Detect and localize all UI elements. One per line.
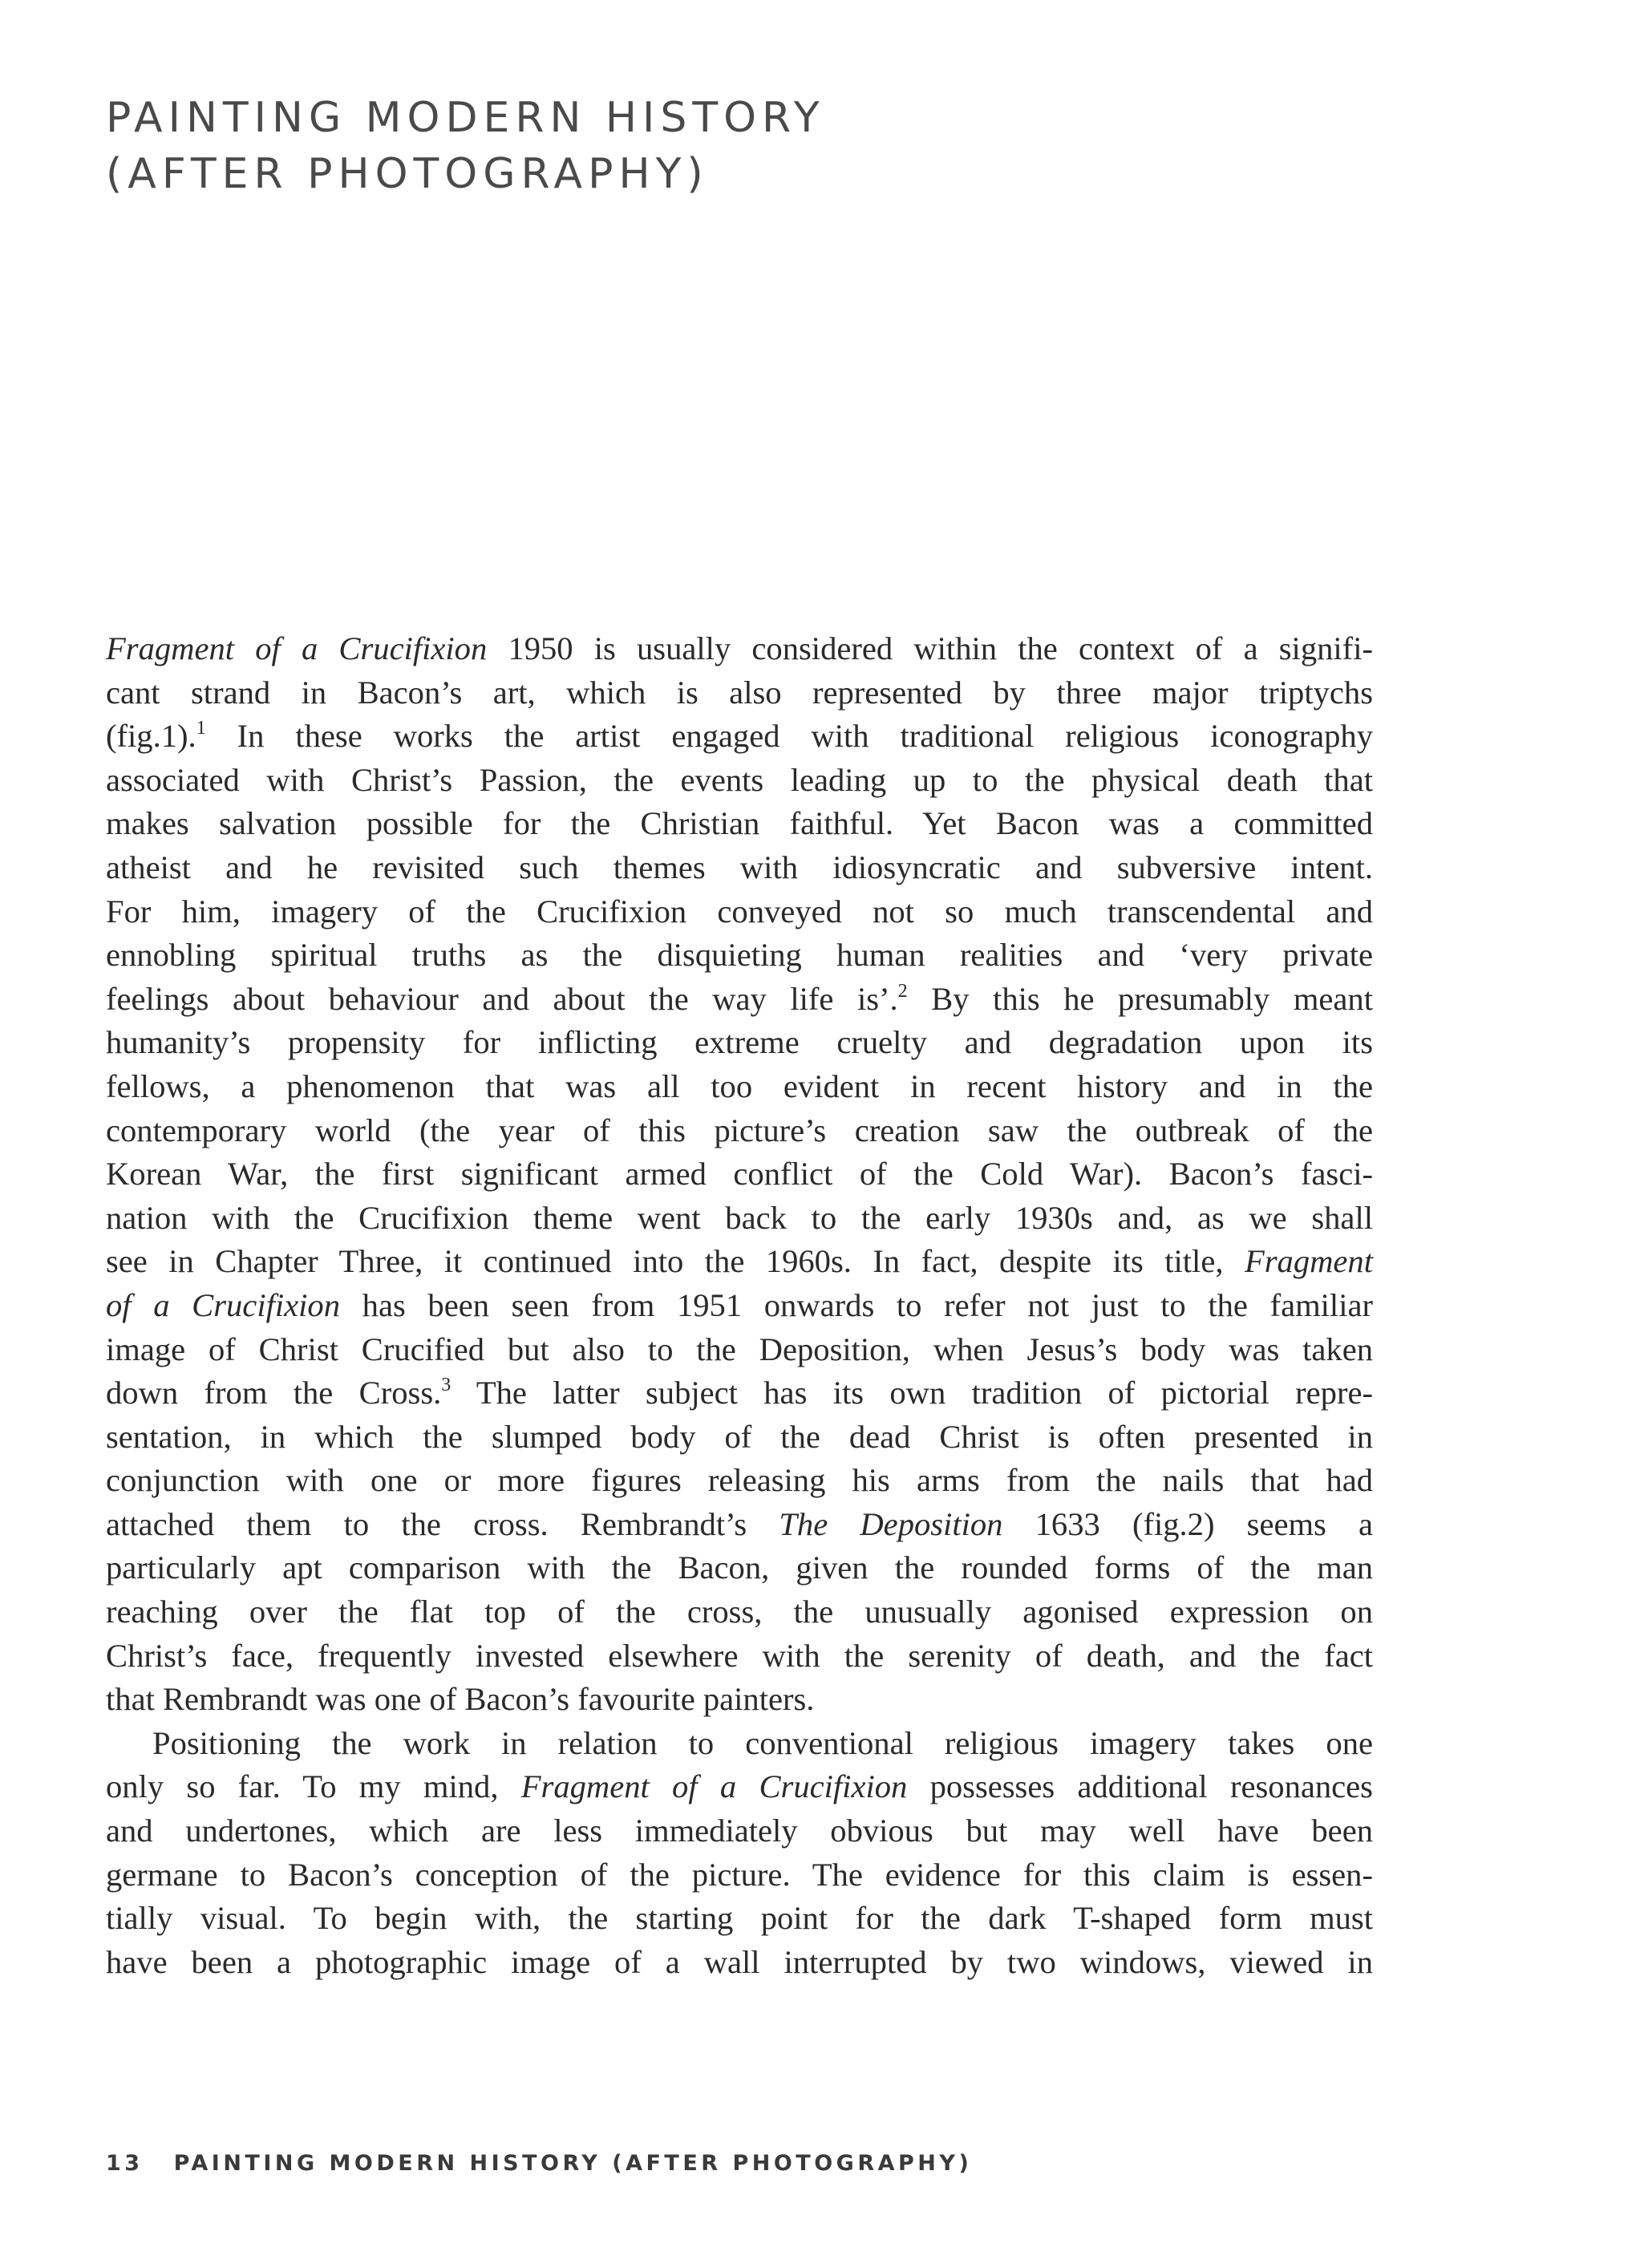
footnote-ref: 3	[441, 1375, 451, 1396]
text-line: cant strand in Bacon’s art, which is also represented by three major triptychs	[106, 674, 1373, 711]
text-line: tially visual. To begin with, the starting point for the dark T-shaped form must	[106, 1900, 1373, 1937]
text-line	[106, 1240, 1373, 1284]
chapter-title	[106, 90, 1309, 202]
text-line: have been a photographic image of a wall interrupted by two windows, viewed in	[106, 1943, 1373, 1980]
text-line: associated with Christ’s Passion, the events leading up to the physical death that	[106, 761, 1373, 798]
text-run: feelings about behaviour and about the way life is’.	[106, 980, 898, 1017]
text-line: makes salvation possible for the Christian faithful. Yet Bacon was a committed	[106, 805, 1373, 842]
text-line	[106, 1284, 1373, 1328]
text-line	[106, 715, 1373, 759]
text-line: sentation, in which the slumped body of the dead Christ is often presented in	[106, 1418, 1373, 1455]
text-line: fellows, a phenomenon that was all too evident in recent history and in the	[106, 1067, 1373, 1104]
page-number: 13	[106, 2151, 144, 2176]
text-line: Christ’s face, frequently invested elsewhere with the serenity of death, and the fact	[106, 1637, 1373, 1674]
text-line: germane to Bacon’s conception of the picture. The evidence for this claim is essen-	[106, 1856, 1373, 1893]
artwork-title: Fragment of a Crucifixion	[520, 1768, 908, 1805]
text-line	[106, 1503, 1373, 1547]
text-line: nation with the Crucifixion theme went back to the early 1930s and, as we shall	[106, 1199, 1373, 1236]
running-footer	[106, 2149, 972, 2178]
text-line: ennobling spiritual truths as the disquieting human realities and ‘very private	[106, 937, 1373, 974]
text-line: Positioning the work in relation to conventional religious imagery takes one	[152, 1724, 1373, 1761]
text-run: attached them to the cross. Rembrandt’s	[106, 1505, 779, 1542]
footnote-ref: 2	[897, 980, 908, 1002]
text-line	[106, 978, 1373, 1022]
text-line	[106, 1765, 1373, 1809]
body-text	[106, 627, 1373, 1984]
text-line: image of Christ Crucified but also to the Deposition, when Jesus’s body was taken	[106, 1330, 1373, 1367]
text-run: 1633 (fig.2) seems a	[1002, 1505, 1373, 1542]
text-run: (fig.1).	[106, 718, 196, 755]
text-line: Korean War, the first significant armed conflict of the Cold War). Bacon’s fasci-	[106, 1156, 1373, 1193]
text-run: By this he presumably meant	[907, 980, 1373, 1017]
text-run: In these works the artist engaged with traditional religious iconography	[205, 718, 1373, 755]
footnote-ref: 1	[196, 718, 206, 739]
text-line	[106, 1371, 1373, 1415]
text-run: only so far. To my mind,	[106, 1768, 521, 1805]
text-run: down from the Cross.	[106, 1375, 442, 1411]
chapter-title-line-1: PAINTING MODERN HISTORY	[106, 94, 825, 142]
artwork-title: of a Crucifixion	[106, 1286, 341, 1323]
text-line: contemporary world (the year of this picture’s creation saw the outbreak of the	[106, 1112, 1373, 1148]
chapter-title-line-2: (AFTER PHOTOGRAPHY)	[106, 150, 709, 198]
text-line: atheist and he revisited such themes with idiosyncratic and subversive intent.	[106, 848, 1373, 885]
text-run: The latter subject has its own tradition of pictorial repre-	[451, 1375, 1373, 1411]
text-run: has been seen from 1951 onwards to refer not just to the familiar	[340, 1286, 1373, 1323]
artwork-title: Fragment	[1244, 1243, 1373, 1280]
text-run: 1950 is usually considered within the context of a signifi-	[487, 630, 1373, 666]
text-line: and undertones, which are less immediately obvious but may well have been	[106, 1812, 1373, 1849]
text-line: humanity’s propensity for inflicting extreme cruelty and degradation upon its	[106, 1024, 1373, 1061]
text-line: conjunction with one or more figures releasing his arms from the nails that had	[106, 1462, 1373, 1499]
text-line: reaching over the flat top of the cross, the unusually agonised expression on	[106, 1594, 1373, 1630]
artwork-title: Fragment of a Crucifixion	[106, 630, 488, 666]
text-line: that Rembrandt was one of Bacon’s favourite painters.	[106, 1681, 815, 1718]
text-run: see in Chapter Three, it continued into the 1960s. In fact, despite its title,	[106, 1243, 1245, 1280]
text-line: particularly apt comparison with the Bacon, given the rounded forms of the man	[106, 1549, 1373, 1586]
text-run: possesses additional resonances	[907, 1768, 1373, 1805]
text-line: For him, imagery of the Crucifixion conveyed not so much transcendental and	[106, 893, 1373, 929]
running-title: PAINTING MODERN HISTORY (AFTER PHOTOGRAPHY)	[173, 2151, 973, 2176]
artwork-title: The Deposition	[779, 1505, 1003, 1542]
text-line	[106, 627, 1373, 671]
